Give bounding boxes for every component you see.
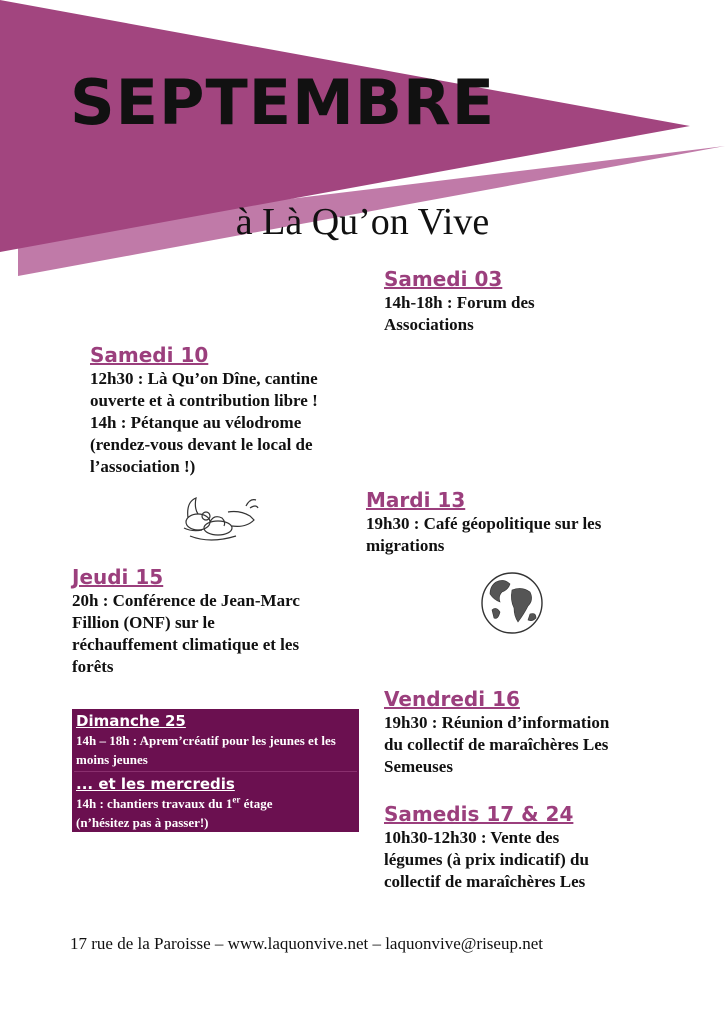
event-samedi-03 bbox=[384, 266, 684, 336]
weekly-activities-box bbox=[72, 709, 359, 832]
event-description: 10h30-12h30 : Vente des légumes (à prix indicatif) du collectif de maraîchères Les bbox=[384, 828, 589, 891]
event-date: Mardi 13 bbox=[366, 488, 466, 512]
wednesdays-section bbox=[72, 772, 359, 834]
event-samedi-10 bbox=[90, 342, 380, 478]
page-subtitle: à Là Qu’on Vive bbox=[235, 201, 490, 243]
wednesdays-text-end: étage bbox=[240, 796, 273, 811]
wednesdays-text bbox=[76, 794, 355, 832]
event-description: 12h30 : Là Qu’on Dîne, cantine ouverte et à contribution libre ! 14h : Pétanque au vélodrome (rendez-vous devant le local de l’association !) bbox=[90, 369, 318, 476]
event-description: 19h30 : Réunion d’information du collectif de maraîchères Les Semeuses bbox=[384, 713, 610, 776]
event-description: 19h30 : Café géopolitique sur les migrations bbox=[366, 514, 602, 555]
event-date: Vendredi 16 bbox=[384, 687, 520, 711]
event-description: 20h : Conférence de Jean-Marc Fillion (ONF) sur le réchauffement climatique et les forêts bbox=[72, 591, 300, 676]
sunday-heading: Dimanche 25 bbox=[76, 712, 186, 730]
event-description: 14h-18h : Forum des Associations bbox=[384, 293, 535, 334]
event-vendredi-16 bbox=[384, 686, 684, 778]
wednesdays-invite: (n’hésitez pas à passer!) bbox=[76, 815, 209, 830]
event-mardi-13 bbox=[366, 487, 696, 557]
event-date: Samedis 17 & 24 bbox=[384, 802, 574, 826]
vegetables-icon bbox=[180, 492, 260, 548]
event-date: Jeudi 15 bbox=[72, 565, 164, 589]
globe-icon bbox=[478, 570, 546, 636]
event-samedis-17-24 bbox=[384, 801, 684, 893]
event-date: Samedi 03 bbox=[384, 267, 503, 291]
wednesdays-heading: ... et les mercredis bbox=[76, 775, 235, 793]
sunday-text: 14h – 18h : Aprem’créatif pour les jeunes et les moins jeunes bbox=[76, 733, 336, 767]
event-date: Samedi 10 bbox=[90, 343, 209, 367]
sunday-section bbox=[72, 709, 359, 771]
footer-contact: 17 rue de la Paroisse – www.laquonvive.net – laquonvive@riseup.net bbox=[70, 934, 543, 953]
wednesdays-text-start: 14h : chantiers travaux du 1 bbox=[76, 796, 233, 811]
event-jeudi-15 bbox=[72, 564, 372, 678]
floor-superscript: er bbox=[232, 794, 241, 805]
page-title: SEPTEMBRE bbox=[70, 66, 496, 139]
